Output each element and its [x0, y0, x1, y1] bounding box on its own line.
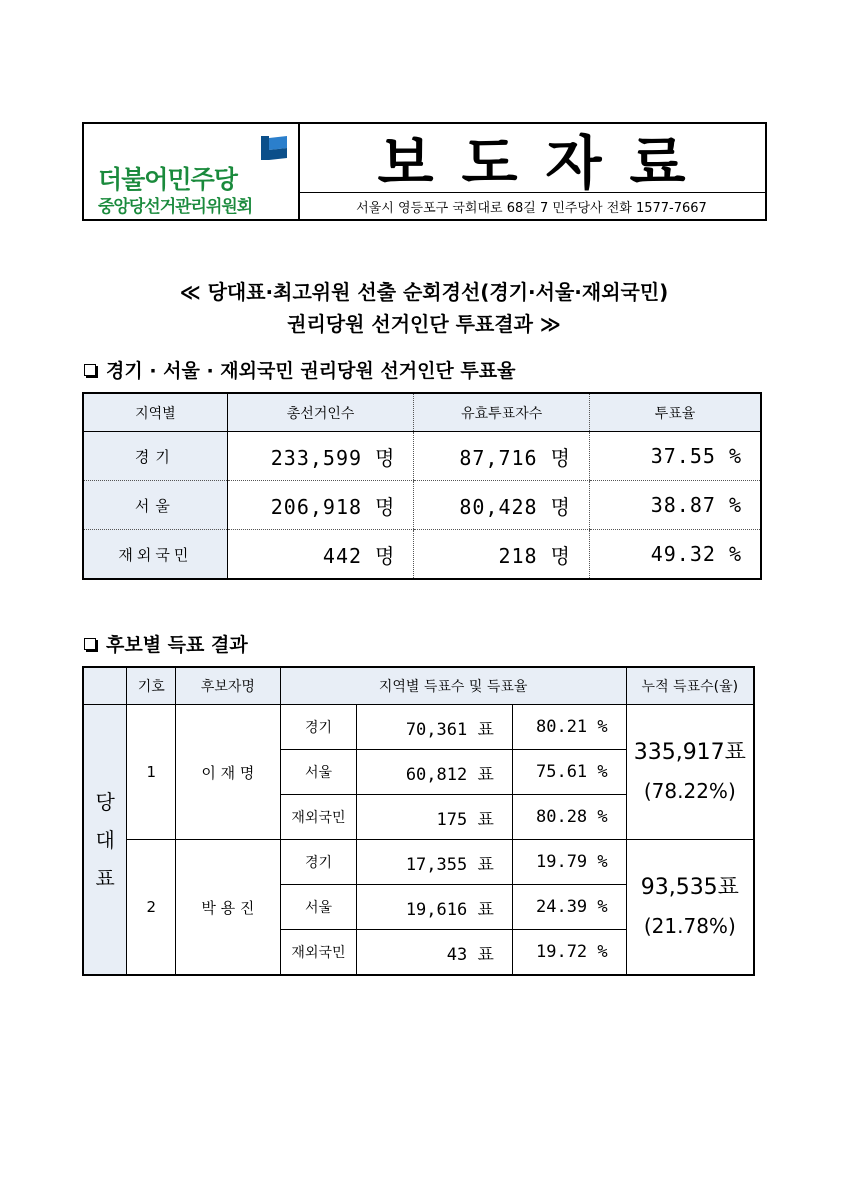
- region-cell: 경기: [83, 432, 227, 481]
- region-cell: 경기: [280, 840, 357, 885]
- party-logo: [84, 124, 300, 219]
- votes-cell: 17,355 표: [357, 840, 513, 885]
- results-section-label: 후보별 득표 결과: [106, 634, 248, 656]
- pct-cell: 24.39 %: [512, 885, 626, 930]
- candidate-name: 박 용 진: [176, 840, 281, 976]
- header-rate: 투표율: [589, 393, 761, 432]
- pct-cell: 80.21 %: [512, 705, 626, 750]
- region-cell: 서울: [83, 481, 227, 530]
- header-regional: 지역별 득표수 및 득표율: [280, 667, 626, 705]
- rate-cell: 37.55 %: [589, 432, 761, 481]
- header-number: 기호: [127, 667, 176, 705]
- pct-cell: 75.61 %: [512, 750, 626, 795]
- electors-cell: 233,599 명: [227, 432, 414, 481]
- header-candidate: 후보자명: [176, 667, 281, 705]
- total-votes: 93,535표: [640, 874, 739, 900]
- table-row: [83, 840, 754, 885]
- press-header: [82, 122, 767, 221]
- electors-cell: 442 명: [227, 530, 414, 580]
- pct-cell: 19.72 %: [512, 930, 626, 976]
- votes-cell: 60,812 표: [357, 750, 513, 795]
- header-blank: [83, 667, 127, 705]
- voters-cell: 80,428 명: [414, 481, 590, 530]
- region-cell: 경기: [280, 705, 357, 750]
- turnout-section-label: 경기 · 서울 · 재외국민 권리당원 선거인단 투표율: [106, 360, 516, 382]
- headline-line-2: 권리당원 선거인단 투표결과 ≫: [287, 312, 561, 336]
- headline-line-1: ≪ 당대표·최고위원 선출 순회경선(경기·서울·재외국민): [179, 280, 669, 304]
- table-row: [83, 530, 761, 580]
- table-row: [83, 481, 761, 530]
- total-pct: (78.22%): [643, 778, 736, 803]
- region-cell: 서울: [280, 750, 357, 795]
- logo-party-name: 더불어민주당: [98, 165, 237, 194]
- pct-cell: 19.79 %: [512, 840, 626, 885]
- candidate-name: 이 재 명: [176, 705, 281, 840]
- square-bullet-icon: [84, 638, 96, 650]
- header-voters: 유효투표자수: [414, 393, 590, 432]
- voters-cell: 87,716 명: [414, 432, 590, 481]
- page-title: 보도자료: [377, 129, 714, 197]
- region-cell: 재외국민: [280, 930, 357, 976]
- votes-cell: 70,361 표: [357, 705, 513, 750]
- total-cell: [626, 840, 754, 976]
- header-region: 지역별: [83, 393, 227, 432]
- address-cell: [298, 193, 765, 219]
- header-electors: 총선거인수: [227, 393, 414, 432]
- table-row: [83, 705, 754, 750]
- rate-cell: 38.87 %: [589, 481, 761, 530]
- total-cell: [626, 705, 754, 840]
- office-char: 대: [95, 827, 115, 852]
- table-header-row: [83, 393, 761, 432]
- office-char: 당: [95, 789, 115, 814]
- region-cell: 서울: [280, 885, 357, 930]
- table-row: [83, 432, 761, 481]
- office-char: 표: [95, 865, 115, 890]
- region-cell: 재외국민: [280, 795, 357, 840]
- results-table: [82, 666, 755, 976]
- votes-cell: 175 표: [357, 795, 513, 840]
- flag-icon: [259, 134, 289, 162]
- total-votes: 335,917표: [633, 739, 746, 765]
- pct-cell: 80.28 %: [512, 795, 626, 840]
- voters-cell: 218 명: [414, 530, 590, 580]
- candidate-number: 1: [127, 705, 176, 840]
- electors-cell: 206,918 명: [227, 481, 414, 530]
- votes-cell: 43 표: [357, 930, 513, 976]
- table-header-row: [83, 667, 754, 705]
- candidate-number: 2: [127, 840, 176, 976]
- results-section-title: [84, 630, 248, 657]
- votes-cell: 19,616 표: [357, 885, 513, 930]
- total-pct: (21.78%): [643, 913, 736, 938]
- title-cell: [298, 124, 765, 197]
- turnout-table: [82, 392, 762, 580]
- rate-cell: 49.32 %: [589, 530, 761, 580]
- region-cell: 재외국민: [83, 530, 227, 580]
- office-label: [83, 705, 127, 976]
- logo-committee-name: 중앙당선거관리위원회: [98, 197, 253, 217]
- address-text: 서울시 영등포구 국회대로 68길 7 민주당사 전화 1577-7667: [356, 200, 707, 216]
- header-total: 누적 득표수(율): [626, 667, 754, 705]
- turnout-section-title: [84, 356, 515, 383]
- square-bullet-icon: [84, 364, 96, 376]
